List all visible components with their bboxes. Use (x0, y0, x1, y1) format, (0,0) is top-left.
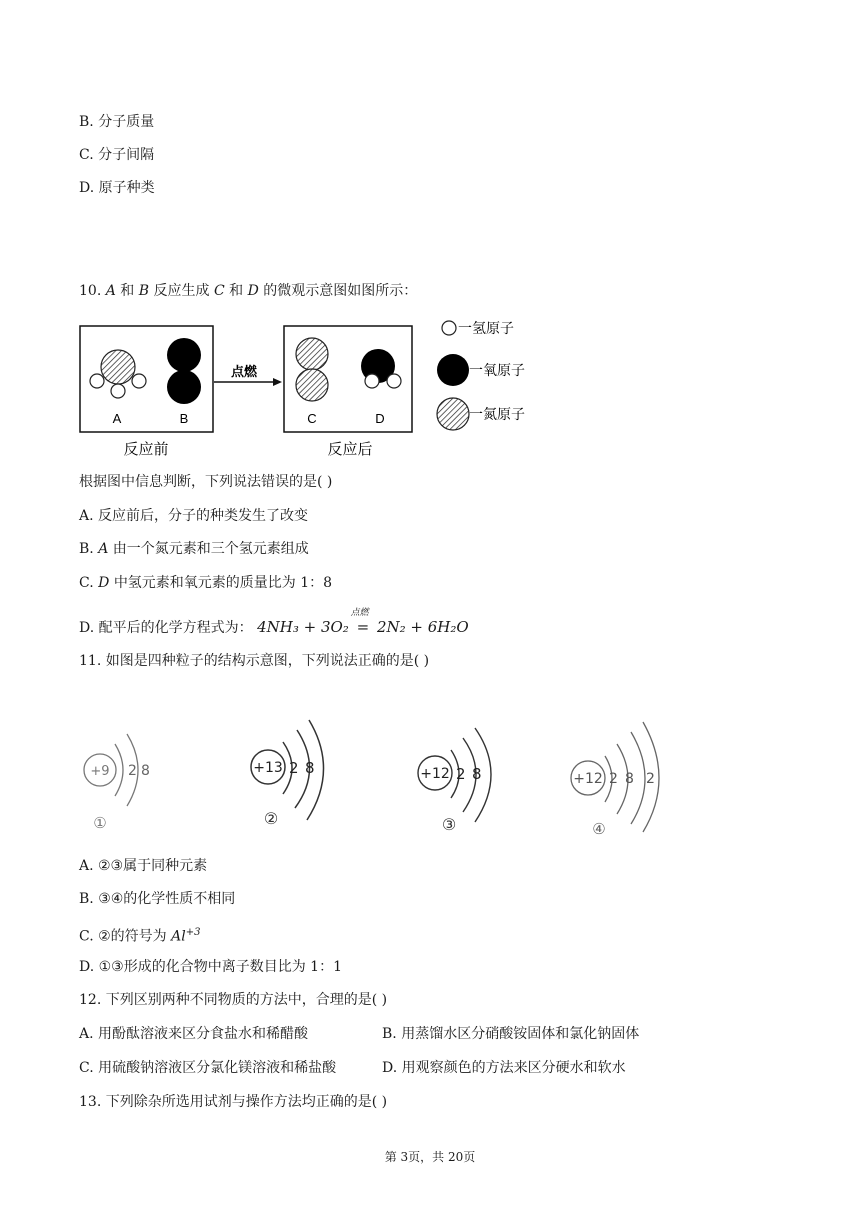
q10-stem (79, 281, 417, 301)
aluminum-charge: +3 (185, 927, 201, 938)
molecule-a (90, 350, 146, 398)
label-b: B (179, 411, 189, 426)
q10-option-c (79, 573, 332, 593)
shell-electrons: 2 (289, 759, 299, 777)
shell-electrons: 2 (456, 765, 466, 783)
q10-var-b: B (138, 283, 150, 299)
shell-electrons: 8 (305, 759, 315, 777)
label-a: A (112, 411, 122, 426)
nitrogen-atom (296, 369, 328, 401)
nitrogen-atom (101, 350, 135, 384)
q11-option-d: D. ①③形成的化合物中离子数目比为 1：1 (79, 959, 342, 975)
q11-option-c (79, 923, 200, 947)
shell-electrons: 2 (609, 771, 618, 787)
nitrogen-atom (296, 338, 328, 370)
equation-equals-sign: = (356, 618, 370, 636)
legend (437, 320, 525, 430)
particle-label: ④ (592, 820, 606, 838)
hydrogen-atom (387, 374, 401, 388)
q11-option-a: A. ②③属于同种元素 (79, 858, 208, 874)
equation-condition: 点燃 (350, 608, 369, 618)
q10-and2: 和 (229, 283, 244, 299)
page-footer: 第 3页，共 20页 (384, 1150, 476, 1164)
equation-right: 2N₂ + 6H₂O (376, 618, 469, 636)
legend-hydrogen-label: 一氢原子 (458, 320, 514, 336)
legend-oxygen-label: 一氧原子 (469, 362, 525, 378)
nucleus-charge: +13 (253, 760, 283, 776)
oxygen-atom (167, 370, 201, 404)
q10-number: 10. (79, 283, 102, 299)
hydrogen-atom (111, 384, 125, 398)
label-d: D (375, 411, 385, 426)
equation-equals (350, 608, 370, 637)
arrow-head (273, 378, 282, 386)
legend-oxygen-icon (437, 354, 469, 386)
particle-label: ② (263, 809, 279, 828)
molecule-d (361, 349, 401, 388)
q10-var-a: A (105, 283, 116, 299)
arrow-condition: 点燃 (230, 364, 258, 379)
q12-option-c: C. 用硫酸钠溶液区分氯化镁溶液和稀盐酸 (79, 1060, 337, 1076)
q13-question: 13. 下列除杂所选用试剂与操作方法均正确的是( ) (79, 1094, 388, 1110)
q11-option-b: B. ③④的化学性质不相同 (79, 891, 236, 907)
q9-option-b: B. 分子质量 (79, 114, 155, 130)
hydrogen-atom (132, 374, 146, 388)
q12-option-a: A. 用酚酞溶液来区分食盐水和稀醋酸 (79, 1026, 309, 1042)
q9-option-c: C. 分子间隔 (79, 147, 155, 163)
shell-electrons: 2 (646, 771, 655, 787)
legend-nitrogen-label: 一氮原子 (469, 406, 525, 422)
particle-structure-diagrams (75, 718, 675, 840)
molecule-b (167, 338, 201, 404)
legend-nitrogen-icon (437, 398, 469, 430)
reaction-diagram (78, 320, 548, 465)
nucleus-charge: +9 (90, 764, 110, 779)
chemical-equation (257, 608, 469, 636)
q10-end: 的微观示意图如图所示： (263, 283, 418, 299)
hydrogen-atom (365, 374, 379, 388)
q10-and1: 和 (120, 283, 135, 299)
q10-option-b-text: 由一个氮元素和三个氢元素组成 (112, 541, 309, 557)
q10-option-b (79, 539, 309, 559)
oxygen-atom (167, 338, 201, 372)
equation-left: 4NH₃ + 3O₂ (257, 618, 349, 636)
q9-option-d: D. 原子种类 (79, 180, 155, 196)
q12-option-d: D. 用观察颜色的方法来区分硬水和软水 (382, 1060, 626, 1076)
q12-option-b: B. 用蒸馏水区分硝酸铵固体和氯化钠固体 (382, 1026, 640, 1042)
label-c: C (307, 411, 317, 426)
q10-mid: 反应生成 (153, 283, 210, 299)
nucleus-charge: +12 (573, 771, 603, 787)
particle-label: ① (93, 814, 107, 832)
shell-electrons: 8 (625, 771, 634, 787)
q10-option-a: A. 反应前后，分子的种类发生了改变 (79, 508, 309, 524)
nucleus-charge: +12 (420, 766, 450, 782)
after-caption: 反应后 (327, 441, 373, 458)
q11-option-c-text: C. ②的符号为 (79, 928, 167, 945)
q10-option-b-var: A (98, 541, 109, 557)
q12-question: 12. 下列区别两种不同物质的方法中，合理的是( ) (79, 992, 388, 1008)
shell-electrons: 2 (128, 763, 137, 779)
q10-var-d: D (247, 283, 259, 299)
before-caption: 反应前 (123, 441, 169, 458)
shell-electrons: 8 (472, 765, 482, 783)
shell-electrons: 8 (141, 763, 150, 779)
q10-option-d-prefix: D. 配平后的化学方程式为： (79, 620, 253, 636)
aluminum-symbol: Al (171, 928, 186, 945)
q10-option-d (79, 608, 469, 638)
q10-option-c-text: 中氢元素和氧元素的质量比为 1：8 (113, 575, 333, 591)
q10-option-c-prefix: C. (79, 575, 94, 591)
molecule-c (296, 338, 328, 401)
particle-label: ③ (441, 815, 457, 834)
q10-option-c-var: D (98, 575, 110, 591)
q10-option-b-prefix: B. (79, 541, 94, 557)
q11-question: 11. 如图是四种粒子的结构示意图，下列说法正确的是( ) (79, 653, 430, 669)
hydrogen-atom (90, 374, 104, 388)
q10-question: 根据图中信息判断，下列说法错误的是( ) (79, 474, 333, 490)
q10-var-c: C (213, 283, 225, 299)
legend-hydrogen-icon (442, 321, 456, 335)
